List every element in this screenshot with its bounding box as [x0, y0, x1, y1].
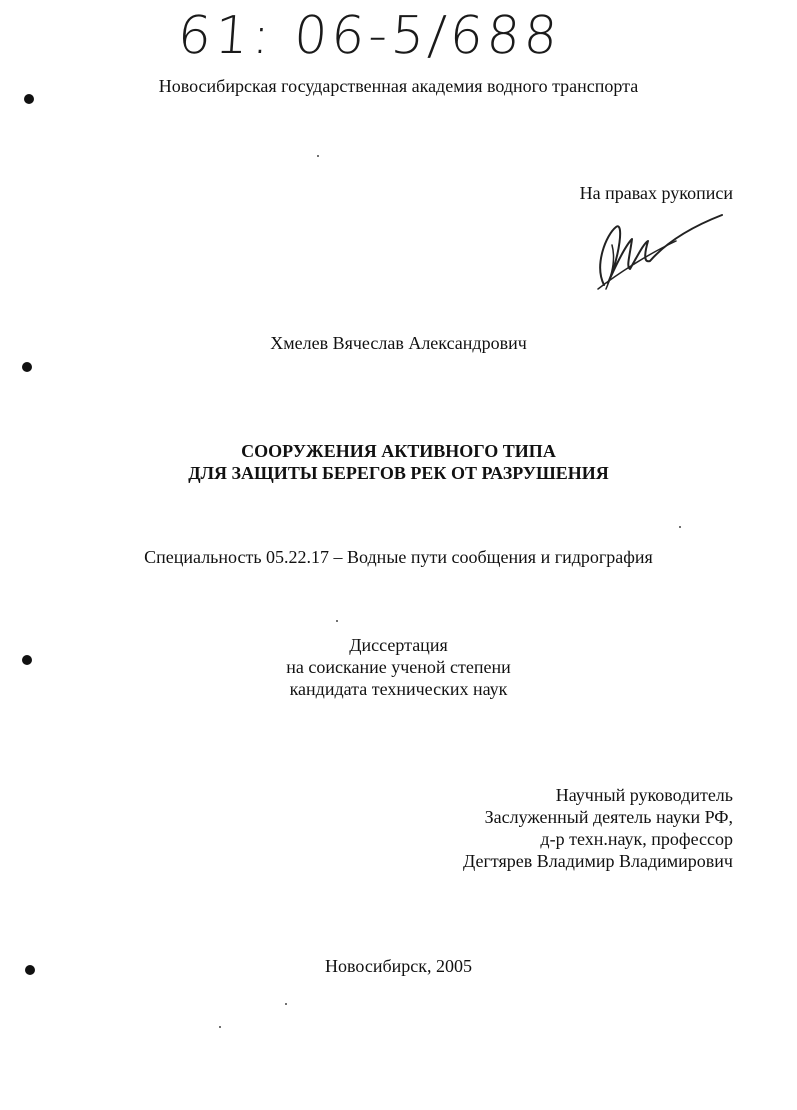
binding-hole-mark: [25, 965, 35, 975]
degree-line-2: на соискание ученой степени: [286, 657, 511, 677]
supervisor-line-4: Дегтярев Владимир Владимирович: [462, 851, 733, 871]
specialty-line: Специальность 05.22.17 – Водные пути сообщения и гидрография: [144, 547, 653, 567]
title-line-2: ДЛЯ ЗАЩИТЫ БЕРЕГОВ РЕК ОТ РАЗРУШЕНИЯ: [188, 463, 609, 483]
title-line-1: СООРУЖЕНИЯ АКТИВНОГО ТИПА: [241, 441, 556, 461]
city-year: Новосибирск, 2005: [325, 956, 472, 976]
supervisor-line-1: Научный руководитель: [555, 785, 733, 805]
scan-speck: [219, 1026, 221, 1028]
binding-hole-mark: [24, 94, 34, 104]
supervisor-line-3: д-р техн.наук, профессор: [540, 829, 733, 849]
scan-speck: [317, 155, 319, 157]
handwritten-archive-number: 61: 06-5/688: [175, 6, 564, 66]
author-name: Хмелев Вячеслав Александрович: [270, 333, 527, 353]
supervisor-line-2: Заслуженный деятель науки РФ,: [484, 807, 733, 827]
manuscript-note: На правах рукописи: [579, 183, 733, 203]
binding-hole-mark: [22, 362, 32, 372]
scan-speck: [679, 526, 681, 528]
degree-line-1: Диссертация: [349, 635, 448, 655]
organization-name: Новосибирская государственная академия водного транспорта: [158, 76, 639, 96]
signature-image: [586, 205, 726, 295]
scan-speck: [336, 620, 338, 622]
binding-hole-mark: [22, 655, 32, 665]
degree-line-3: кандидата технических наук: [289, 679, 508, 699]
scan-speck: [285, 1003, 287, 1005]
